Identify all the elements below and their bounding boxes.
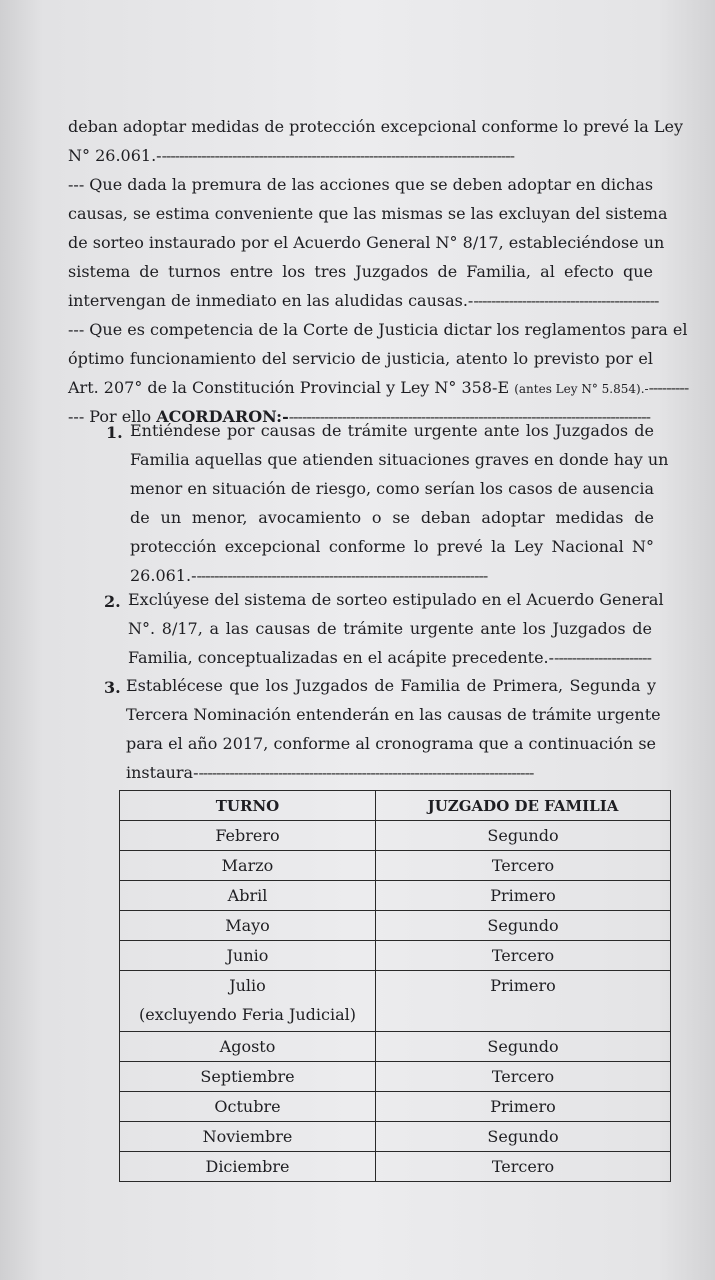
intro-line: --- Que dada la premura de las acciones que se deben adoptar en dichas [68, 175, 654, 194]
item-line: instaura----------------------------------------------------------------------------- [126, 763, 534, 782]
item-1-text [130, 417, 669, 591]
court-cell: Primero [376, 971, 671, 1032]
table-row [120, 941, 671, 971]
item-number: 2. [104, 592, 121, 611]
item-line: Establécese que los Juzgados de Familia de Primera, Segunda y [126, 676, 656, 695]
court-cell: Tercero [376, 851, 671, 881]
table-row [120, 971, 671, 1032]
item-line: N°. 8/17, a las causas de trámite urgente ante los Juzgados de [128, 619, 652, 638]
month-cell: Septiembre [120, 1062, 376, 1092]
table-row [120, 911, 671, 941]
table-row [120, 881, 671, 911]
intro-line: de sorteo instaurado por el Acuerdo General N° 8/17, estableciéndose un [68, 233, 665, 252]
month-label: Julio [229, 976, 266, 995]
item-line: protección excepcional conforme lo prevé la Ley Nacional N° [130, 537, 654, 556]
item-number: 1. [106, 423, 123, 442]
table-row [120, 851, 671, 881]
month-cell: Marzo [120, 851, 376, 881]
intro-line: deban adoptar medidas de protección excepcional conforme lo prevé la Ley [68, 117, 684, 136]
court-cell: Primero [376, 1092, 671, 1122]
court-cell: Segundo [376, 1032, 671, 1062]
table-row [120, 1092, 671, 1122]
table-header-row [120, 791, 671, 821]
table-row [120, 1062, 671, 1092]
intro-line: Art. 207° de la Constitución Provincial y Ley N° 358-E (antes Ley N° 5.854).---------- [68, 378, 689, 397]
item-3-text [126, 672, 661, 782]
table-row [120, 1032, 671, 1062]
intro-line: intervengan de inmediato en las aludidas causas.------------------------------------------- [68, 291, 659, 310]
month-cell: Agosto [120, 1032, 376, 1062]
court-cell: Tercero [376, 1152, 671, 1182]
month-note: (excluyendo Feria Judicial) [138, 1005, 357, 1024]
court-cell: Tercero [376, 1062, 671, 1092]
court-cell: Tercero [376, 941, 671, 971]
intro-paragraphs [68, 112, 689, 431]
intro-line: --- Que es competencia de la Corte de Justicia dictar los reglamentos para el [68, 320, 688, 339]
item-2-text [128, 586, 664, 673]
item-line: Tercera Nominación entenderán en las causas de trámite urgente [126, 705, 661, 724]
item-number: 3. [104, 678, 121, 697]
court-cell: Primero [376, 881, 671, 911]
item-line: Exclúyese del sistema de sorteo estipulado en el Acuerdo General [128, 590, 664, 609]
month-cell: Diciembre [120, 1152, 376, 1182]
table-row [120, 821, 671, 851]
column-header-juzgado: JUZGADO DE FAMILIA [376, 791, 671, 821]
court-cell: Segundo [376, 911, 671, 941]
item-line: Entiéndese por causas de trámite urgente ante los Juzgados de [130, 421, 654, 440]
month-cell: Noviembre [120, 1122, 376, 1152]
item-line: Familia, conceptualizadas en el acápite precedente.----------------------- [128, 648, 651, 667]
month-cell: Abril [120, 881, 376, 911]
month-cell [120, 971, 376, 1032]
month-cell: Junio [120, 941, 376, 971]
item-line: Familia aquellas que atienden situaciones graves en donde hay un [130, 450, 669, 469]
court-cell: Segundo [376, 1122, 671, 1152]
intro-line: causas, se estima conveniente que las mismas se las excluyan del sistema [68, 204, 668, 223]
schedule-table [119, 790, 671, 1182]
month-cell: Mayo [120, 911, 376, 941]
column-header-turno: TURNO [120, 791, 376, 821]
intro-line: sistema de turnos entre los tres Juzgados de Familia, al efecto que [68, 262, 653, 281]
month-cell: Octubre [120, 1092, 376, 1122]
intro-line: óptimo funcionamiento del servicio de justicia, atento lo previsto por el [68, 349, 653, 368]
item-line: 26.061.------------------------------------------------------------------- [130, 566, 488, 585]
item-line: para el año 2017, conforme al cronograma que a continuación se [126, 734, 656, 753]
item-line: de un menor, avocamiento o se deban adoptar medidas de [130, 508, 654, 527]
table-row [120, 1122, 671, 1152]
month-cell: Febrero [120, 821, 376, 851]
intro-line: --- Por ello ACORDARON:----------------------------------------------------------------------------------- [68, 407, 651, 426]
court-cell: Segundo [376, 821, 671, 851]
table-row [120, 1152, 671, 1182]
intro-line: N° 26.061.--------------------------------------------------------------------------------- [68, 146, 515, 165]
item-line: menor en situación de riesgo, como serían los casos de ausencia [130, 479, 654, 498]
